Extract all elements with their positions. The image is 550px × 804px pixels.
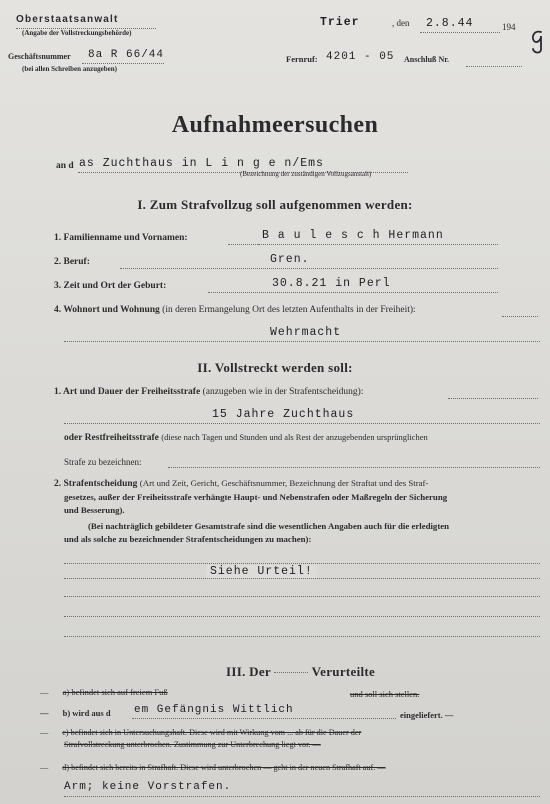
custody-line-d-text: d) befindet sich bereits in Strafhaft. Diese wird unterbrochen — geht in der neuen Strafhaft auf. — (62, 763, 386, 772)
file-number-line (82, 63, 164, 64)
section-3-heading-prefix: III. Der (226, 664, 271, 679)
custody-line-b-text: b) wird aus d (62, 708, 111, 718)
rest-sentence-note-2: Strafe zu bezeichnen: (64, 457, 142, 467)
sentence-value: 15 Jahre Zuchthaus (212, 408, 355, 421)
section-2-heading: II. Vollstreckt werden soll: (197, 360, 353, 375)
rest-sentence-note: (diese nach Tagen und Stunden und als Rest der anzugebenden ursprünglichen (161, 432, 428, 442)
custody-line-d-marker: — (40, 763, 49, 772)
phone-line (466, 66, 522, 67)
custody-line-b-typed: em Gefängnis Wittlich (134, 704, 294, 716)
custody-line-c-text: c) befindet sich in Untersuchungshaft. Diese wird mit Wirkung vom ... ab für die Dauer der (62, 728, 362, 737)
file-number-caption: (bei allen Schreiben anzugeben) (22, 65, 117, 73)
item-4-label (54, 305, 416, 315)
file-number-value: 8a R 66/44 (88, 49, 165, 61)
item-1-leader (228, 244, 258, 245)
item-3-value: 30.8.21 in Perl (272, 277, 391, 290)
custody-line-b-marker: — (40, 708, 49, 718)
document-title: Aufnahmeersuchen (171, 112, 379, 138)
rest-sentence-line (168, 467, 540, 468)
file-number-label: Geschäftsnummer (8, 52, 71, 61)
year-prefix: 194 (502, 22, 516, 32)
item-2-label: 2. Beruf: (54, 257, 90, 267)
addressee-value: as Zuchthaus in L i n g e n/Ems (79, 157, 324, 170)
city: Trier (320, 16, 360, 29)
sentence-label (54, 387, 363, 397)
custody-line-b-blank (132, 718, 396, 719)
section-1-heading: I. Zum Strafvollzug soll aufgenommen werden: (137, 197, 413, 212)
judgment-line-5 (64, 636, 540, 637)
custody-line-d (40, 762, 386, 775)
addressee-prefix: an d (56, 161, 74, 171)
addressee-caption: (Bezeichnung der zuständigen Vollzugsanstalt) (240, 170, 372, 178)
item-2-line (120, 268, 498, 269)
judgment-line-3 (64, 596, 540, 597)
remark-typed: Arm; keine Vorstrafen. (64, 781, 232, 793)
phone-value: 4201 - 05 (326, 51, 395, 63)
custody-line-b (40, 707, 111, 720)
item-3-line (208, 292, 498, 293)
item-2-value: Gren. (270, 253, 310, 266)
custody-line-c2: Strafvollstreckung unterbrochen. Zustimmung zur Unterbrechung liegt vor. — (64, 740, 321, 749)
section-3-heading-suffix: Verurteilte (311, 664, 376, 679)
sentence-note: (anzugeben wie in der Strafentscheidung): (202, 387, 364, 397)
section-3-heading-blank (274, 672, 308, 673)
judgment-value: Siehe Urteil! (206, 565, 317, 578)
judgment-note-3: und Besserung). (64, 505, 125, 515)
custody-line-a-marker: — (40, 687, 49, 697)
item-4-label-text: 4. Wohnort und Wohnung (54, 305, 160, 315)
judgment-note-2: gesetzes, außer der Freiheitsstrafe verhängte Haupt- und Nebenstrafen oder Maßregeln der Sicherung (64, 492, 448, 502)
item-1-line (258, 244, 498, 245)
judgment-line-1 (64, 563, 540, 564)
custody-line-a (40, 686, 168, 699)
judgment-line-4 (64, 616, 540, 617)
item-1-value: B a u l e s c h Hermann (262, 229, 444, 242)
custody-line-c (40, 727, 361, 740)
judgment-extra-1: (Bei nachträglich gebildeter Gesamtstrafe sind die wesentlichen Angaben auch für die erledigten (88, 521, 450, 531)
judgment-line-2 (64, 578, 540, 579)
date-label: , den (392, 18, 410, 28)
item-3-label: 3. Zeit und Ort der Geburt: (54, 281, 167, 291)
date-value: 2.8.44 (426, 17, 474, 30)
item-4-line (64, 341, 540, 342)
item-4-value: Wehrmacht (270, 326, 342, 339)
sentence-leader (448, 398, 538, 399)
judgment-note-1: (Art und Zeit, Gericht, Geschäftsnummer, Bezeichnung der Straftat und des Straf- (139, 478, 429, 488)
phone-label: Fernruf: (286, 54, 318, 64)
item-4-leader (502, 316, 538, 317)
authority: Oberstaatsanwalt (16, 14, 119, 25)
judgment-extra-2: und als solche zu bezeichnender Strafentscheidungen zu machen): (64, 534, 312, 544)
item-4-note: (in deren Ermangelung Ort des letzten Aufenthalts in der Freiheit): (162, 305, 416, 315)
custody-line-a-text: a) befindet sich auf freiem Fuß (62, 687, 168, 697)
handwritten-signature-mark (528, 28, 546, 54)
remark-line (64, 796, 540, 797)
phone-suffix: Anschluß Nr. (404, 55, 450, 64)
custody-line-b-tail: eingeliefert. — (400, 710, 454, 720)
sentence-label-text: 1. Art und Dauer der Freiheitsstrafe (54, 387, 201, 397)
section-3-heading (226, 664, 375, 680)
custody-line-c-marker: — (40, 728, 49, 737)
rest-sentence-label-text: oder Restfreiheitsstrafe (64, 433, 159, 443)
item-1-label: 1. Familienname und Vornamen: (54, 233, 188, 243)
judgment-label (54, 478, 428, 489)
custody-line-a-tail: und soll sich stellen. (350, 689, 420, 699)
rest-sentence-label (64, 432, 428, 443)
sentence-line (64, 423, 540, 424)
date-line (420, 32, 500, 33)
authority-caption: (Angabe der Vollstreckungsbehörde) (22, 29, 132, 37)
judgment-label-text: 2. Strafentscheidung (54, 479, 138, 489)
